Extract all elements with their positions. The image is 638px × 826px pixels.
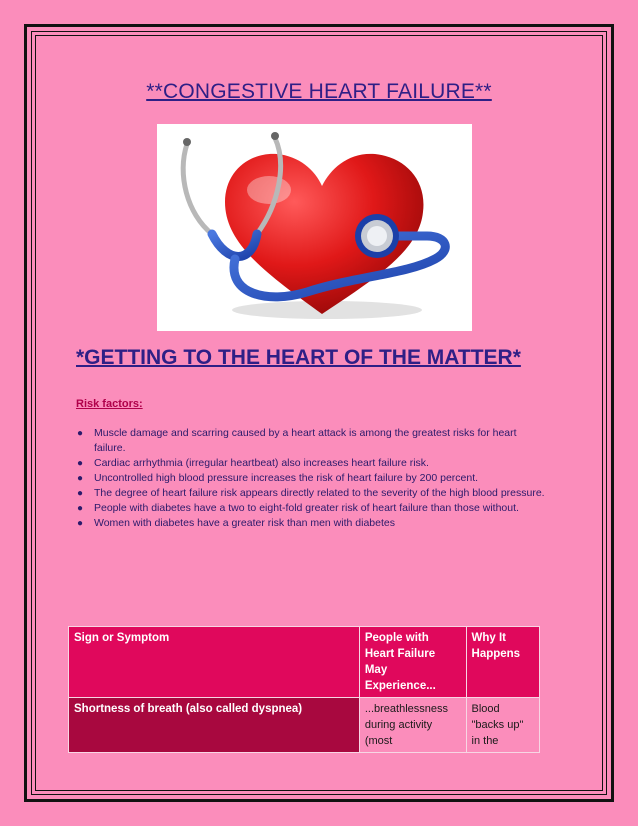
table-header-row xyxy=(69,627,540,698)
table-cell: ...breathlessness during activity (most xyxy=(359,698,466,753)
bullet-icon: ● xyxy=(77,428,84,439)
bullet-icon: ● xyxy=(77,488,84,499)
table-header-cell: People with Heart Failure May Experience... xyxy=(359,627,466,698)
list-item: ● Muscle damage and scarring caused by a heart attack is among the greatest risks for heart failure. xyxy=(77,427,517,454)
risk-factors-list xyxy=(76,426,546,531)
list-item: ● People with diabetes have a two to eight-fold greater risk of heart failure than those without. xyxy=(77,502,519,514)
symptom-table xyxy=(68,626,540,753)
list-item: ● Uncontrolled high blood pressure increases the risk of heart failure by 200 percent. xyxy=(77,472,479,484)
table-row xyxy=(69,698,540,753)
list-item: ● Cardiac arrhythmia (irregular heartbeat) also increases heart failure risk. xyxy=(77,457,429,469)
table-cell: Shortness of breath (also called dyspnea) xyxy=(69,698,360,753)
section-subtitle: *GETTING TO THE HEART OF THE MATTER* xyxy=(76,346,521,369)
page-title: **CONGESTIVE HEART FAILURE** xyxy=(146,80,492,103)
bullet-icon: ● xyxy=(77,458,84,469)
table-cell: Blood "backs up" in the xyxy=(466,698,539,753)
table-header-cell: Why It Happens xyxy=(466,627,539,698)
list-item: ● The degree of heart failure risk appears directly related to the severity of the high blood pressure. xyxy=(77,487,545,499)
bullet-icon: ● xyxy=(77,518,84,529)
heart-stethoscope-illustration xyxy=(157,124,472,331)
table-header-cell: Sign or Symptom xyxy=(69,627,360,698)
heart-stethoscope-image xyxy=(157,124,472,331)
list-item: ● Women with diabetes have a greater risk than men with diabetes xyxy=(77,517,395,529)
bullet-icon: ● xyxy=(77,503,84,514)
risk-factors-heading: Risk factors: xyxy=(76,398,143,410)
bullet-icon: ● xyxy=(77,473,84,484)
